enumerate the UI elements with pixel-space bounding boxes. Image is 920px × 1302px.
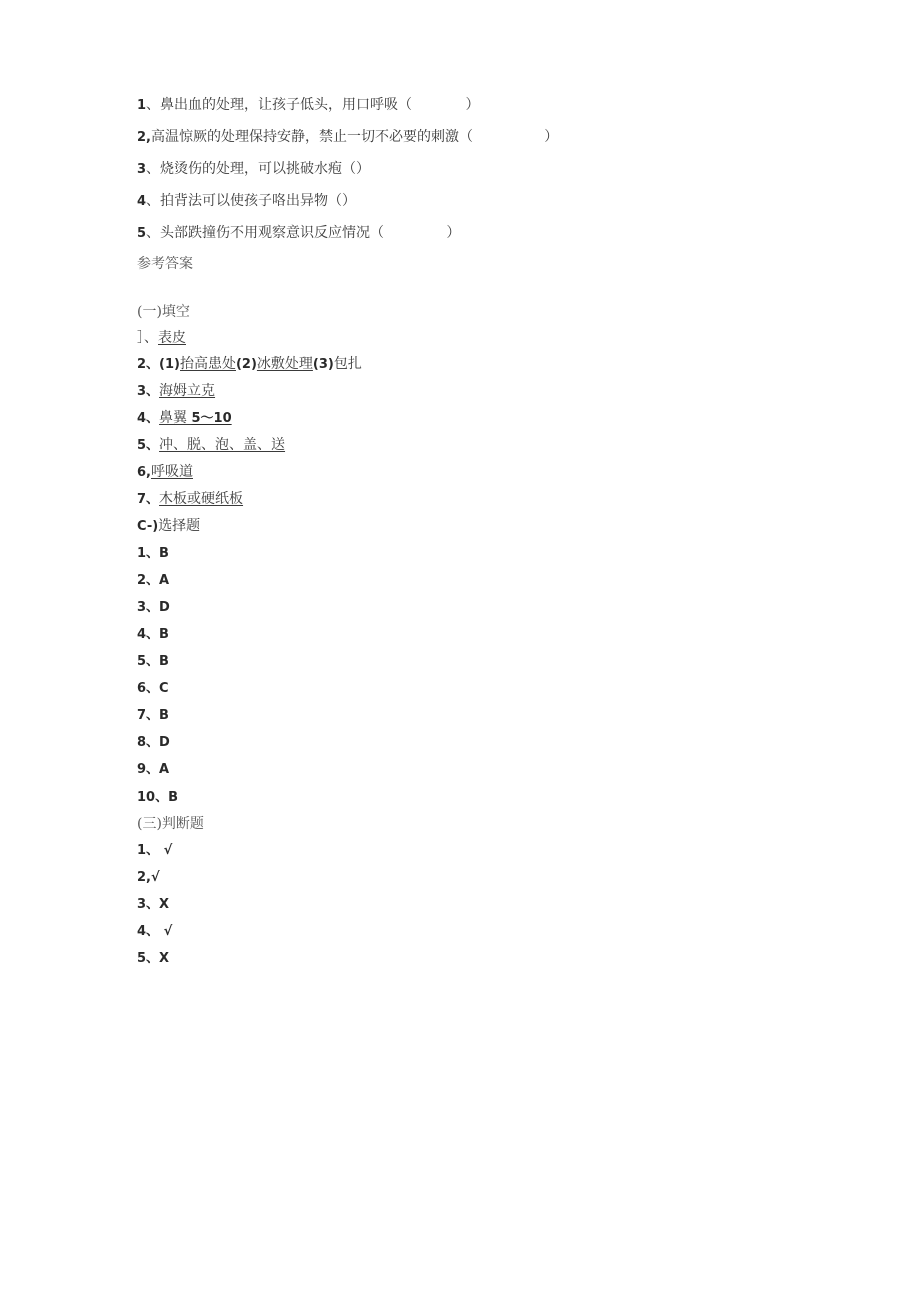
judge-answer-2: 2,√ xyxy=(137,870,160,885)
choice-answer-3: 3、D xyxy=(137,600,170,615)
fill-answer-3: 3、海姆立克 xyxy=(137,383,216,399)
question-1: 1、鼻出血的处理，让孩子低头，用口呼吸（ ） xyxy=(137,97,480,113)
question-2: 2,高温惊厥的处理保持安静，禁止一切不必要的刺激（ ） xyxy=(137,129,559,145)
judge-answer-4: 4、 √ xyxy=(137,924,173,939)
answers-title: 参考答案 xyxy=(137,256,193,272)
question-5: 5、头部跌撞伤不用观察意识反应情况（ ） xyxy=(137,225,461,241)
choice-answer-9: 9、A xyxy=(137,762,170,777)
judge-section-title: (三)判断题 xyxy=(137,816,204,832)
judge-answer-3: 3、X xyxy=(137,897,170,912)
fill-answer-1: ］、表皮 xyxy=(137,330,186,346)
judge-answer-1: 1、 √ xyxy=(137,843,173,858)
question-4: 4、拍背法可以使孩子咯出异物（） xyxy=(137,193,357,209)
choice-answer-2: 2、A xyxy=(137,573,170,588)
choice-answer-6: 6、C xyxy=(137,681,169,696)
choice-section-title: C-)选择题 xyxy=(137,518,201,534)
fill-answer-5: 5、冲、脱、泡、盖、送 xyxy=(137,437,286,453)
fill-answer-7: 7、木板或硬纸板 xyxy=(137,491,244,507)
question-3: 3、烧烫伤的处理，可以挑破水疱（） xyxy=(137,161,371,177)
fill-section-title: (一)填空 xyxy=(137,304,190,320)
fill-answer-4: 4、鼻翼 5〜10 xyxy=(137,410,232,426)
judge-answer-5: 5、X xyxy=(137,951,170,966)
choice-answer-8: 8、D xyxy=(137,735,170,750)
choice-answer-4: 4、B xyxy=(137,627,169,642)
fill-answer-6: 6,呼吸道 xyxy=(137,464,193,480)
choice-answer-10: 10、B xyxy=(137,790,178,805)
choice-answer-1: 1、B xyxy=(137,546,169,561)
choice-answer-7: 7、B xyxy=(137,708,169,723)
choice-answer-5: 5、B xyxy=(137,654,169,669)
fill-answer-2: 2、(1)抬高患处(2)冰敷处理(3)包扎 xyxy=(137,356,362,372)
